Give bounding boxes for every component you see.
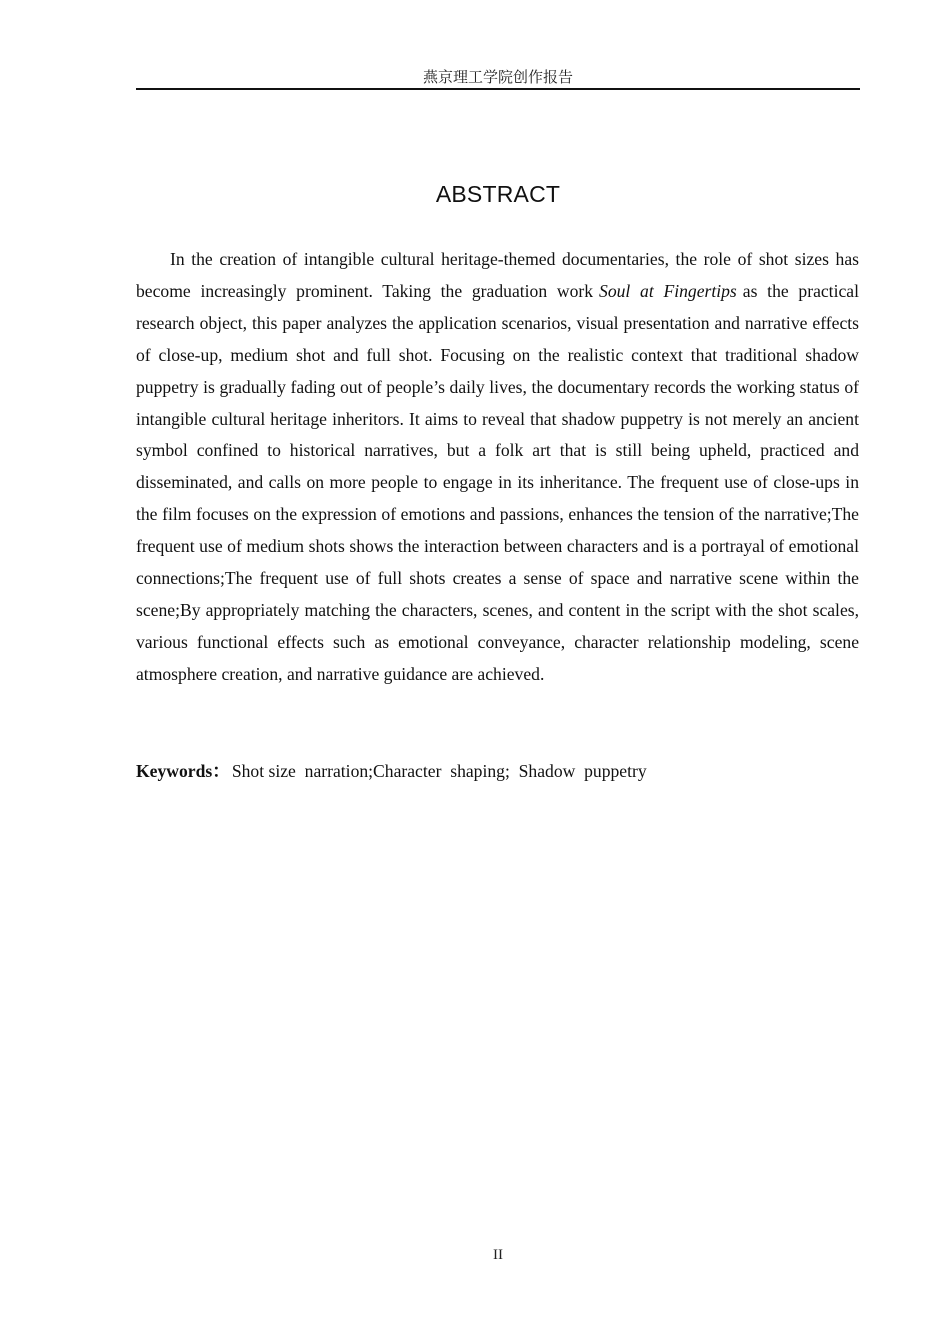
- abstract-heading: ABSTRACT: [435, 181, 561, 207]
- abstract-text-part2: as the practical research object, this paper analyzes the application scenarios, visual presentation and narrative effects of close-up, medium shot and full shot. Focusing on the realistic context that traditional shadow puppetry is gradually fading out of people’s daily lives, the documentary records the working status of intangible cultural heritage inheritors. It aims to reveal that shadow puppetry is not merely an ancient symbol confined to historical narratives, but a folk art that is still being upheld, practiced and disseminated, and calls on more people to engage in its inheritance. The frequent use of close-ups in the film focuses on the expression of emotions and passions, enhances the tension of the narrative;The frequent use of medium shots shows the interaction between characters and is a portrayal of emotional connections;The frequent use of full shots creates a sense of space and narrative scene within the scene;By appropriately matching the characters, scenes, and content in the script with the shot scales, various functional effects such as emotional conveyance, character relationship modeling, scene atmosphere creation, and narrative guidance are achieved.: [136, 280, 859, 684]
- header-rule: [136, 88, 860, 90]
- work-title: Soul at Fingertips: [599, 280, 737, 301]
- keywords-separator: ：: [212, 761, 230, 781]
- page-header: 燕京理工学院创作报告: [422, 68, 573, 86]
- keywords-line: [136, 756, 860, 786]
- abstract-body: [136, 244, 859, 691]
- page-number: II: [493, 1247, 503, 1263]
- keywords-text: Shot size narration;Character shaping; Shadow puppetry: [231, 761, 647, 781]
- abstract-text-part1: In the creation of intangible cultural heritage-themed documentaries, the role of shot sizes has become increasingly prominent. Taking the graduation work: [136, 249, 859, 301]
- keywords-label: Keywords: [136, 761, 213, 781]
